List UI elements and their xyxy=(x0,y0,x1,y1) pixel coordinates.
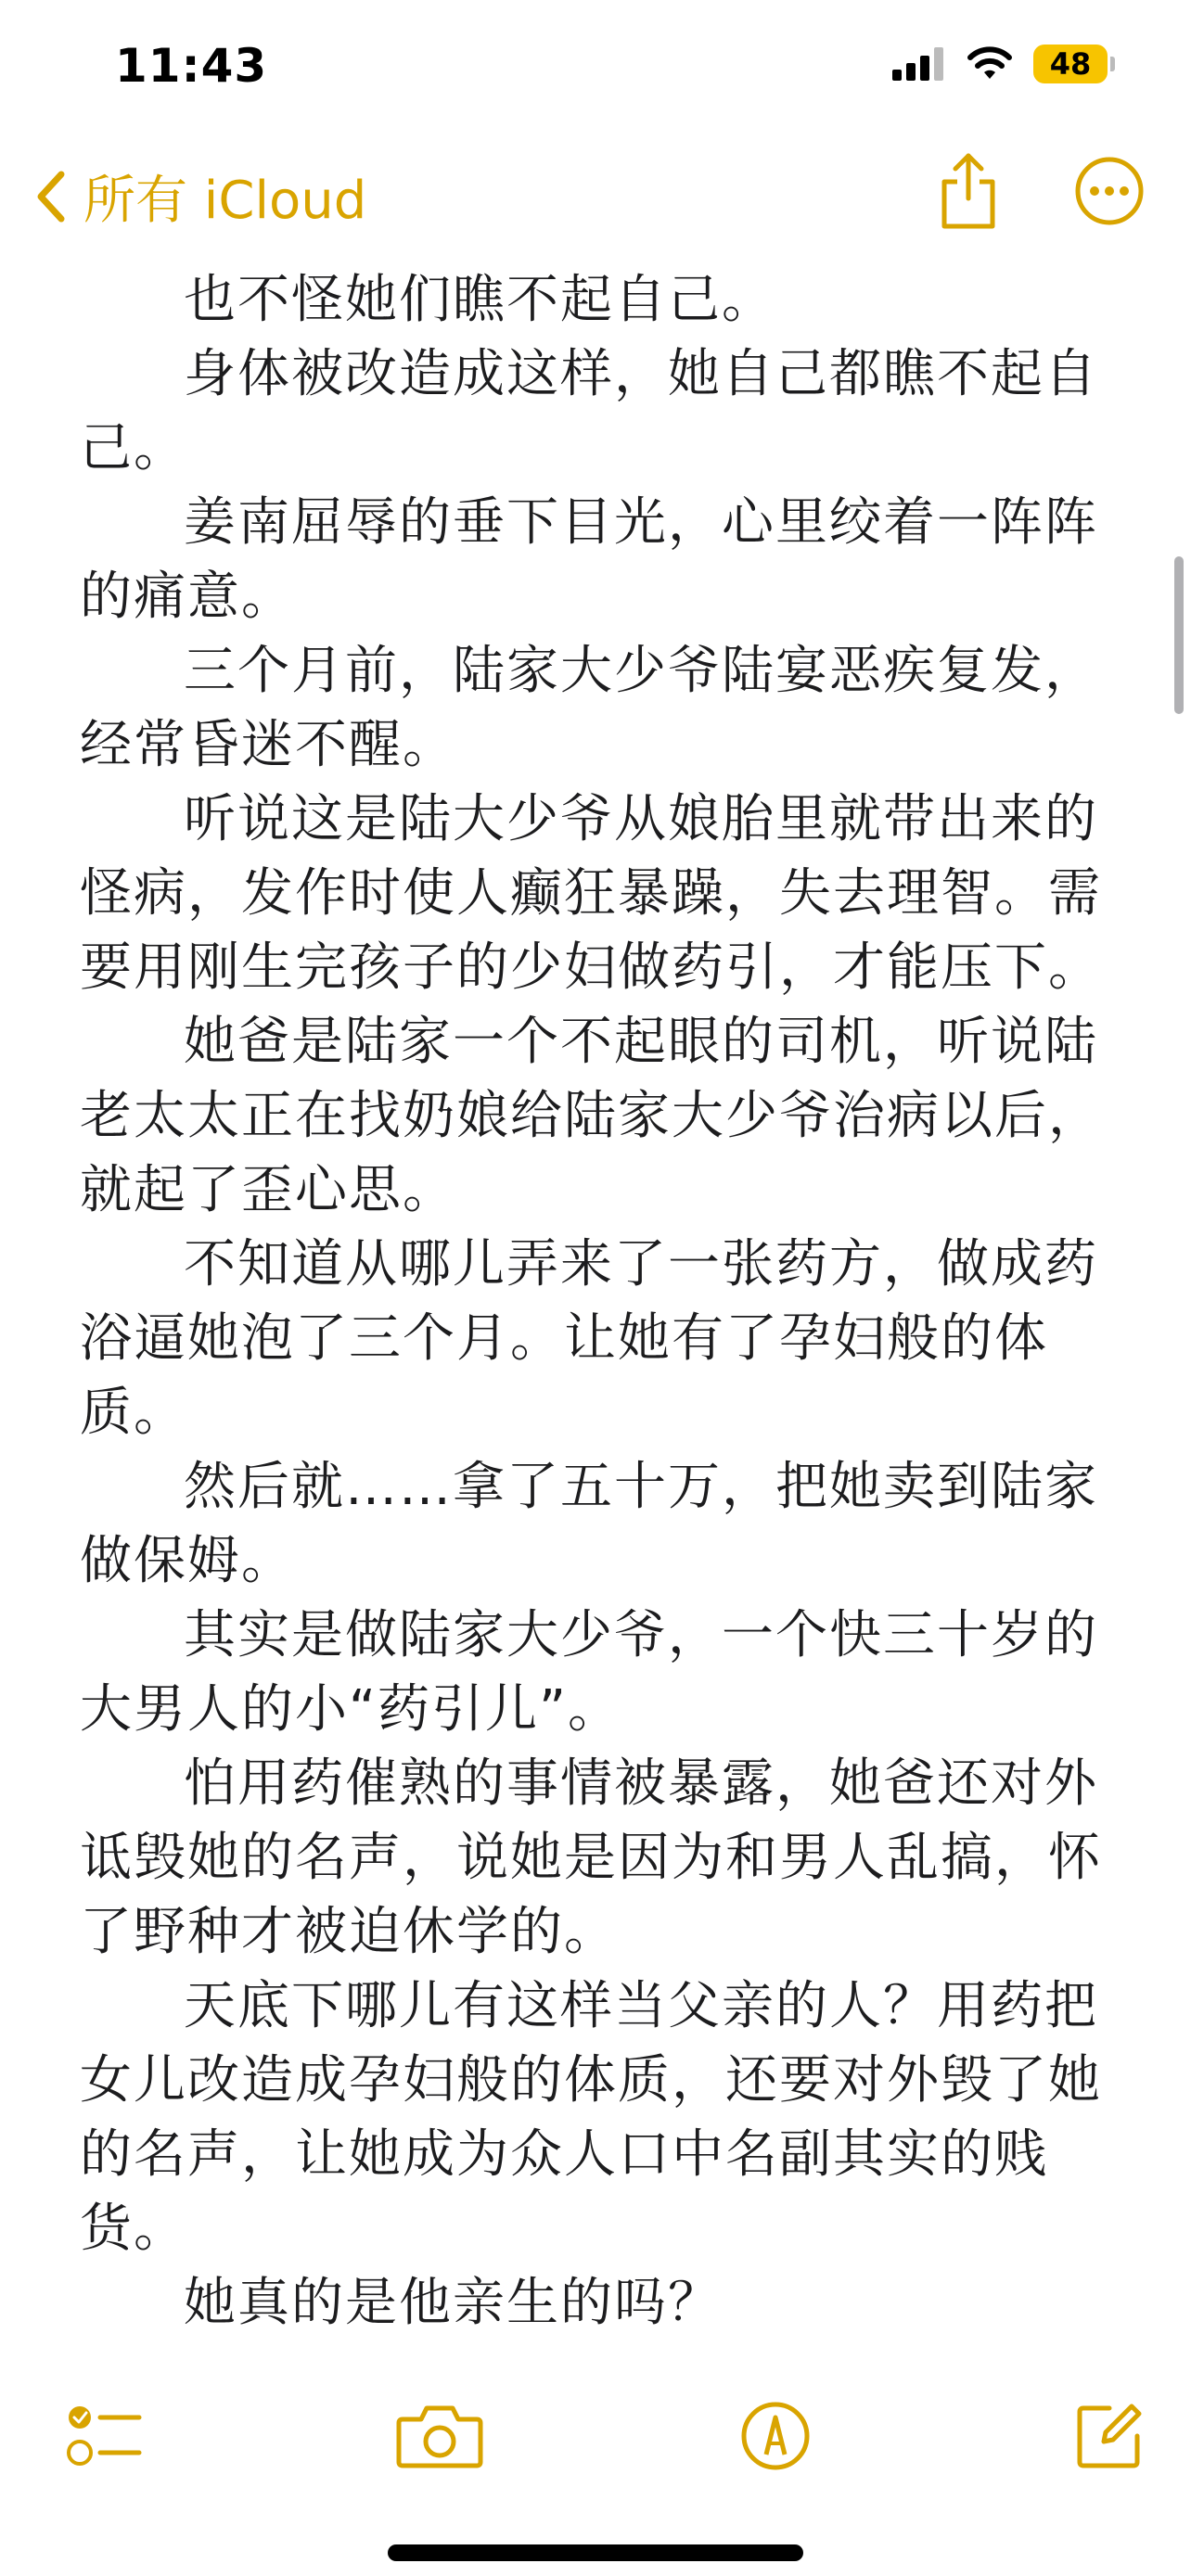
battery-level: 48 xyxy=(1049,46,1092,82)
back-button-label: 所有 iCloud xyxy=(83,171,367,231)
note-paragraph: 不知道从哪儿弄来了一张药方，做成药浴逼她泡了三个月。让她有了孕妇般的体质。 xyxy=(80,1234,1098,1443)
note-body[interactable] xyxy=(80,263,1137,2340)
note-paragraph: 三个月前，陆家大少爷陆宴恶疾复发，经常昏迷不醒。 xyxy=(80,641,1098,775)
back-button[interactable] xyxy=(35,159,366,234)
status-icons xyxy=(892,45,1108,83)
scroll-indicator[interactable] xyxy=(1174,556,1184,714)
camera-button[interactable] xyxy=(393,2394,486,2478)
note-paragraph: 怕用药催熟的事情被暴露，她爸还对外诋毁她的名声，说她是因为和男人乱搞，怀了野种才被迫休学的。 xyxy=(80,1753,1102,1962)
status-bar xyxy=(0,0,1191,139)
chevron-left-icon xyxy=(35,169,67,224)
markup-pen-icon xyxy=(738,2399,813,2473)
note-paragraph: 她爸是陆家一个不起眼的司机，听说陆老太太正在找奶娘给陆家大少爷治病以后，就起了歪心思。 xyxy=(80,1012,1102,1220)
navigation-bar xyxy=(0,139,1191,250)
compose-button[interactable] xyxy=(1063,2394,1156,2478)
note-paragraph: 她真的是他亲生的吗？ xyxy=(184,2273,722,2333)
battery-indicator xyxy=(1033,45,1108,83)
nav-actions xyxy=(935,150,1146,232)
note-paragraph: 听说这是陆大少爷从娘胎里就带出来的怪病，发作时使人癫狂暴躁，失去理智。需要用刚生完孩子的少妇做药引，才能压下。 xyxy=(80,789,1102,998)
share-icon[interactable] xyxy=(935,150,1002,232)
status-time: 11:43 xyxy=(115,39,268,93)
ellipsis-circle-icon[interactable] xyxy=(1072,154,1146,228)
checklist-icon xyxy=(65,2399,143,2473)
note-paragraph: 也不怪她们瞧不起自己。 xyxy=(184,270,775,330)
note-paragraph: 其实是做陆家大少爷，一个快三十岁的大男人的小“药引儿”。 xyxy=(80,1605,1098,1740)
note-paragraph: 姜南屈辱的垂下目光，心里绞着一阵阵的痛意。 xyxy=(80,492,1098,627)
cellular-signal-icon xyxy=(892,47,946,81)
note-paragraph: 然后就……拿了五十万，把她卖到陆家做保姆。 xyxy=(80,1457,1098,1591)
note-paragraph: 身体被改造成这样，她自己都瞧不起自己。 xyxy=(80,344,1098,478)
note-paragraph: 天底下哪儿有这样当父亲的人？用药把女儿改造成孕妇般的体质，还要对外毁了她的名声，让她成为众人口中名副其实的贱货。 xyxy=(80,1976,1102,2259)
checklist-button[interactable] xyxy=(58,2394,150,2478)
wifi-icon xyxy=(965,45,1015,83)
camera-icon xyxy=(395,2401,484,2471)
markup-button[interactable] xyxy=(729,2394,822,2478)
home-indicator[interactable] xyxy=(388,2544,803,2561)
compose-icon xyxy=(1072,2399,1146,2473)
bottom-toolbar xyxy=(0,2374,1191,2485)
